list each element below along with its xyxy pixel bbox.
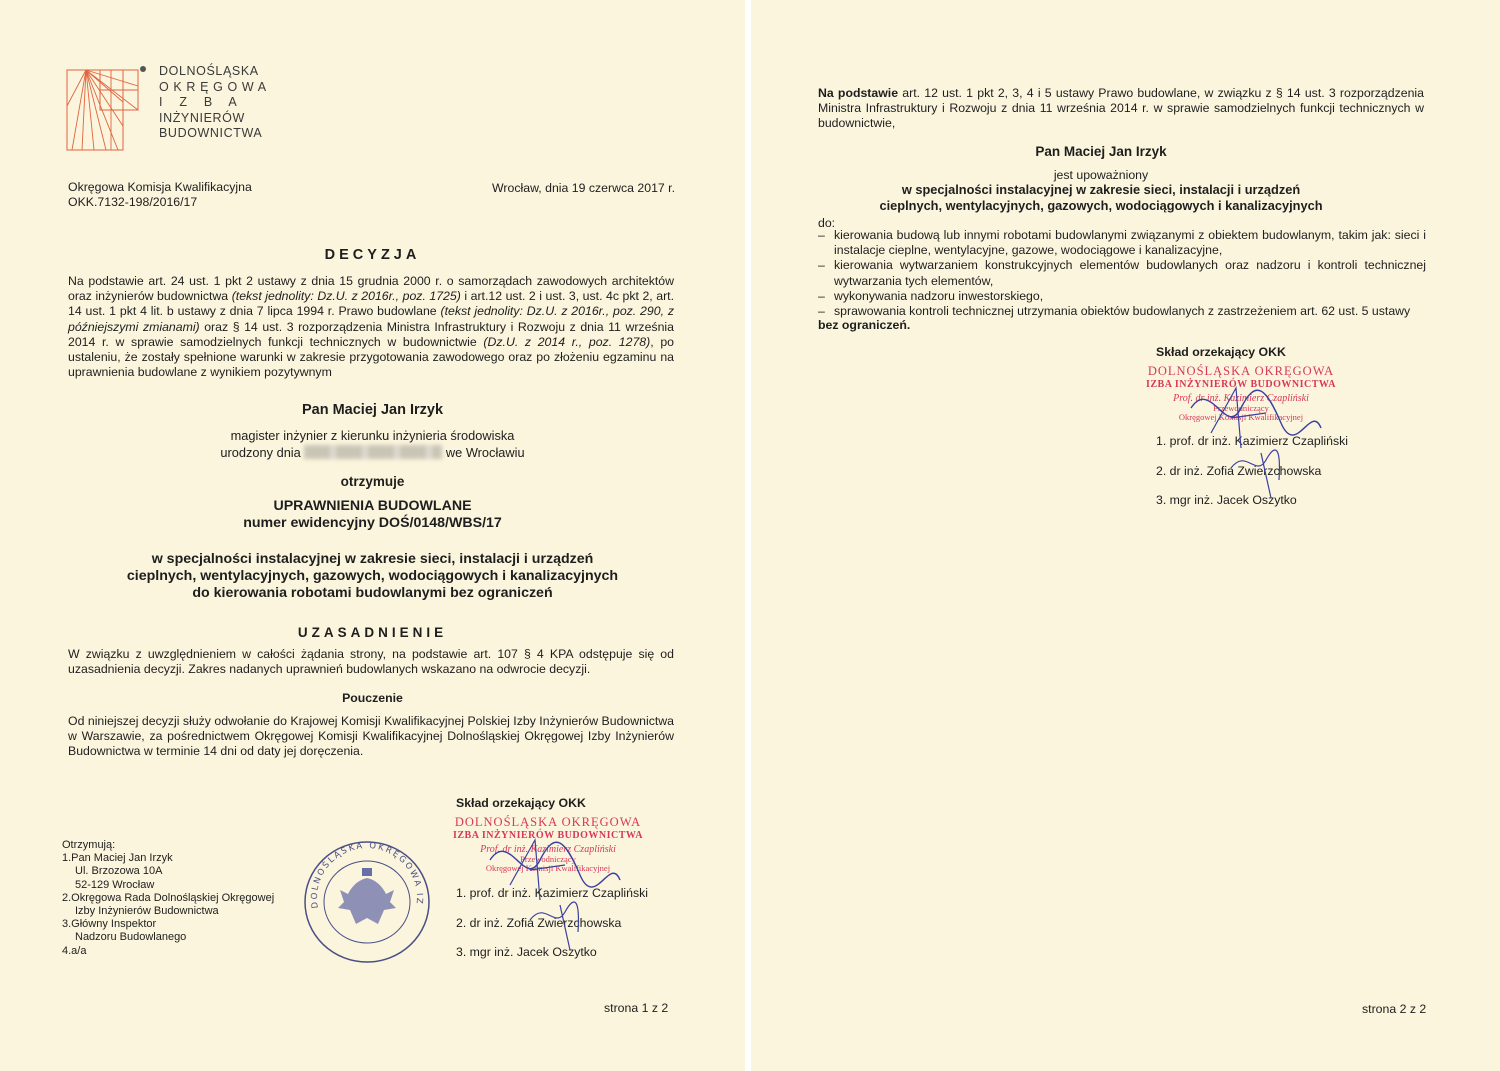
recipient: Izby Inżynierów Budownictwa <box>75 905 219 918</box>
speciality-line: cieplnych, wentylacyjnych, gazowych, wodociągowych i kanalizacyjnych <box>126 568 619 584</box>
scope-list <box>818 228 1426 319</box>
recipients-list <box>62 839 274 958</box>
issuer-block <box>68 180 252 210</box>
to-label: do: <box>818 216 836 230</box>
basis-text: art. 12 ust. 1 pkt 2, 3, 4 i 5 ustawy Prawo budowlane, w związku z § 14 ust. 3 rozporządzenia Ministra Infrastruktury i Rozwoju z dnia 11 września 2014 r. w sprawie samodzielnych funkcji technicznych w budownictwie, <box>818 86 1424 131</box>
page-number: strona 1 z 2 <box>604 1001 669 1015</box>
logo-text <box>159 64 267 142</box>
basis-text: , po ustaleniu, że zostały spełnione warunki w zakresie przygotowania zawodowego oraz po złożeniu egzaminu na uprawnienia budowlane z wynikiem pozytywnym <box>68 334 675 380</box>
panel-member: 2. dr inż. Zofia Zwierzchowska <box>1156 463 1322 478</box>
speciality-line: do kierowania robotami budowlanymi bez ograniczeń <box>192 585 553 601</box>
authorized-label: jest upoważniony <box>1053 168 1149 182</box>
logo-line: I Z B A <box>159 95 238 109</box>
chamber-logo <box>66 66 146 154</box>
document-page-2 <box>751 0 1500 1071</box>
handwritten-signatures <box>1171 368 1371 518</box>
stamp-line: IZBA INŻYNIERÓW BUDOWNICTWA <box>1145 379 1337 390</box>
panel-member: 3. mgr inż. Jacek Oszytko <box>456 945 597 959</box>
speciality-block <box>751 182 1451 213</box>
case-number: OKK.7132-198/2016/17 <box>68 195 198 210</box>
logo-line: DOLNOŚLĄSKA <box>159 64 259 78</box>
basis-text: Na podstawie art. 24 ust. 1 pkt 2 ustawy z dnia 15 grudnia 2000 r. o samorządach zawodowych architektów oraz inżynierów budownictwa <box>68 274 674 304</box>
decision-basis <box>68 274 674 380</box>
seal-text: DOLNOŚLĄSKA OKRĘGOWA IZ <box>309 840 425 909</box>
recipient: 4.a/a <box>62 944 87 957</box>
panel-title: Skład orzekający OKK <box>456 796 586 810</box>
permits-number: numer ewidencyjny DOŚ/0148/WBS/17 <box>243 515 502 531</box>
justification-text: W związku z uwzględnieniem w całości żądania strony, na podstawie art. 107 § 4 KPA odstępuje się od uzasadnienia decyzji. Zakres nadanych uprawnień budowlanych wskazano na odwrocie decyzji. <box>68 647 674 677</box>
panel-member: 2. dr inż. Zofia Zwierzchowska <box>456 915 622 930</box>
scope-item: – kierowania budową lub innymi robotami budowlanymi związanymi z obiektem budowlanym, takim jak: sieci i instalacje cieplne, wentylacyjne, gazowe, wodociągowe i kanalizacyjne, <box>818 228 1426 258</box>
basis-citation: (tekst jednolity: Dz.U. z 2016r., poz. 290, z późniejszymi zmianami) <box>68 304 674 334</box>
logo-line: O K R Ę G O W A <box>159 79 267 94</box>
recipient: Ul. Brzozowa 10A <box>75 865 163 878</box>
speciality-line: w specjalności instalacyjnej w zakresie sieci, instalacji i urządzeń <box>151 551 594 567</box>
stamp-line: IZBA INŻYNIERÓW BUDOWNICTWA <box>452 830 644 841</box>
stamp-line: Przewodniczący <box>520 854 576 864</box>
born-suffix: we Wrocławiu <box>445 444 525 460</box>
panel-member: 1. prof. dr inż. Kazimierz Czapliński <box>456 886 649 900</box>
logo-line: BUDOWNICTWA <box>159 126 263 140</box>
stamp-line: Przewodniczący <box>1213 403 1269 413</box>
basis-citation: (tekst jednolity: Dz.U. z 2016r., poz. 1725) <box>231 289 461 304</box>
person-name: Pan Maciej Jan Irzyk <box>1035 144 1167 159</box>
stamp-line: DOLNOŚLĄSKA OKRĘGOWA <box>454 815 642 829</box>
permits-title: UPRAWNIENIA BUDOWLANE <box>273 498 472 514</box>
recipient: 52-129 Wrocław <box>75 878 155 891</box>
basis-text: oraz § 14 ust. 3 rozporządzenia Ministra Infrastruktury i Rozwoju z dnia 11 września 2014 r. w sprawie samodzielnych funkcji technicznych w budownictwie <box>68 319 674 349</box>
recipients-title: Otrzymują: <box>62 839 116 851</box>
born-prefix: urodzony dnia <box>220 444 301 460</box>
panel-member: 3. mgr inż. Jacek Oszytko <box>1156 493 1297 507</box>
degree: magister inżynier z kierunku inżynieria środowiska <box>230 428 515 443</box>
recipient: Nadzoru Budowlanego <box>75 931 187 944</box>
place-date: Wrocław, dnia 19 czerwca 2017 r. <box>492 181 675 195</box>
panel-title: Skład orzekający OKK <box>1156 345 1286 359</box>
stamp-line: DOLNOŚLĄSKA OKRĘGOWA <box>1147 364 1335 378</box>
stamp-line: Okręgowej Komisji Kwalifikacyjnej <box>485 863 611 873</box>
stamp-line: Okręgowej Komisji Kwalifikacyjnej <box>1178 412 1304 422</box>
speciality-line: cieplnych, wentylacyjnych, gazowych, wodociągowych i kanalizacyjnych <box>879 197 1323 213</box>
justification-title: UZASADNIENIE <box>297 625 448 640</box>
recipient: 3.Główny Inspektor <box>62 918 157 931</box>
logo-dot <box>140 66 146 72</box>
page-number: strona 2 z 2 <box>1362 1002 1427 1016</box>
scope-item: – wykonywania nadzoru inwestorskiego, <box>818 289 1426 304</box>
instruction-title: Pouczenie <box>342 691 403 705</box>
document-page-1 <box>0 0 745 1071</box>
basis-lead: Na podstawie <box>818 86 899 100</box>
recipient: 2.Okręgowa Rada Dolnośląskiej Okręgowej <box>62 891 275 904</box>
stamp-line: Prof. dr inż. Kazimierz Czapliński <box>1173 393 1309 404</box>
basis-citation: (Dz.U. z 2014 r., poz. 1278) <box>483 334 651 349</box>
chamber-logo-icon <box>66 66 146 154</box>
receives-label: otrzymuje <box>340 474 405 489</box>
logo-line: INŻYNIERÓW <box>159 110 245 125</box>
permits-block <box>0 498 745 532</box>
stamp-line: Prof. dr inż. Kazimierz Czapliński <box>480 844 616 855</box>
person-details <box>0 428 745 461</box>
scope-item: – kierowania wytwarzaniem konstrukcyjnych elementów budowlanych oraz nadzoru i kontroli technicznej wytwarzania tych elementów, <box>818 258 1426 288</box>
speciality-block <box>0 551 745 602</box>
basis-text: i art.12 ust. 2 i ust. 3, ust. 4c pkt 2, art. 14 ust. 1 pkt 4 lit. b ustawy z dnia 7 lipca 1994 r. Prawo budowlane <box>68 289 674 319</box>
handwritten-signatures <box>470 820 670 970</box>
eagle-seal-icon <box>300 838 435 966</box>
commission-name: Okręgowa Komisja Kwalifikacyjna <box>68 180 252 194</box>
instruction-text: Od niniejszej decyzji służy odwołanie do Krajowej Komisji Kwalifikacyjnej Polskiej Izby Inżynierów Budownictwa w Warszawie, za pośrednictwem Okręgowej Komisji Kwalifikacyjnej Dolnośląskiej Okręgowej Izby Inżynierów Budownictwa w terminie 14 dni od daty jej doręczenia. <box>68 714 674 759</box>
basis-paragraph <box>818 86 1424 132</box>
round-seal <box>300 838 435 966</box>
scope-item: – sprawowania kontroli technicznej utrzymania obiektów budowlanych z zastrzeżeniem art. 62 ust. 5 ustawy <box>818 304 1426 319</box>
speciality-line: w specjalności instalacyjnej w zakresie sieci, instalacji i urządzeń <box>901 182 1301 197</box>
no-limits: bez ograniczeń. <box>818 318 911 332</box>
panel-member: 1. prof. dr inż. Kazimierz Czapliński <box>1156 434 1349 448</box>
recipient: 1.Pan Maciej Jan Irzyk <box>62 852 173 865</box>
birth-line <box>0 445 745 462</box>
redacted-date <box>304 445 442 459</box>
decision-title: DECYZJA <box>324 247 421 263</box>
person-name: Pan Maciej Jan Irzyk <box>301 402 444 418</box>
